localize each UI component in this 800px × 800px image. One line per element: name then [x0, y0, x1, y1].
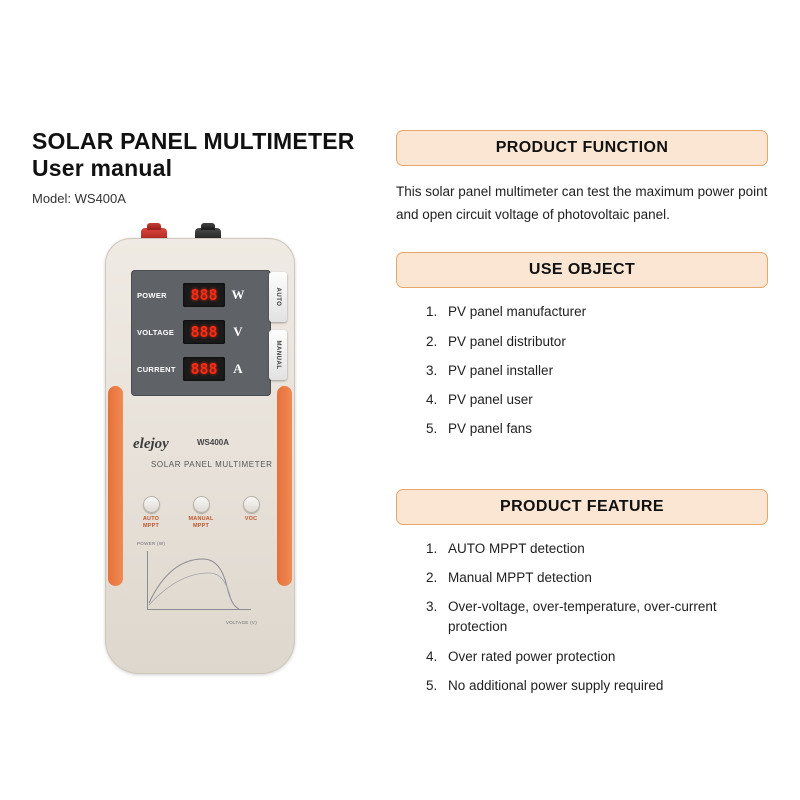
list-item: AUTO MPPT detection [448, 540, 585, 556]
auto-mode-label: AUTO [275, 287, 281, 307]
auto-mppt-button-circle [143, 496, 160, 513]
model-line: Model: WS400A [32, 191, 126, 207]
manual-mode-button [269, 330, 287, 380]
display-unit-power: W [231, 287, 245, 302]
page-title [32, 128, 372, 182]
manual-mppt-button-circle [193, 496, 210, 513]
section-title-use-object: USE OBJECT [528, 261, 636, 279]
manual-mode-label: MANUAL [275, 340, 281, 370]
display-label-voltage: VOLTAGE [137, 327, 175, 337]
list-item: Over rated power protection [448, 648, 616, 664]
device-model-label: WS400A [197, 438, 230, 447]
device-body [105, 238, 295, 674]
list-item: Manual MPPT detection [448, 569, 592, 585]
graph-x-label: VOLTAGE (V) [225, 620, 257, 625]
voc-button [231, 496, 271, 523]
display-unit-current: A [233, 361, 243, 376]
section-title-product-feature: PRODUCT FEATURE [500, 497, 664, 515]
page-title-line1: SOLAR PANEL MULTIMETER [32, 128, 355, 154]
display-unit-voltage: V [233, 324, 243, 339]
iv-curve-graphic [137, 541, 259, 625]
display-row-current [135, 352, 267, 386]
device-grip-left [108, 386, 123, 586]
list-item: PV panel installer [448, 362, 554, 378]
product-feature-list [396, 539, 768, 706]
list-item: No additional power supply required [448, 677, 664, 693]
device-subtitle: SOLAR PANEL MULTIMETER [151, 460, 273, 469]
manual-mppt-label-line1: MANUAL [188, 516, 214, 522]
list-item: PV panel distributor [448, 333, 566, 349]
product-image [95, 228, 305, 678]
graph-curve-icon [139, 543, 259, 617]
auto-mppt-button [131, 496, 171, 530]
voc-button-circle [243, 496, 260, 513]
device-display-panel [131, 270, 271, 396]
graph-y-label: POWER (W) [137, 541, 166, 546]
list-item: PV panel manufacturer [448, 304, 587, 320]
section-title-product-function: PRODUCT FUNCTION [495, 139, 669, 156]
display-value-current: 888 [183, 357, 225, 381]
list-item: PV panel fans [448, 421, 533, 437]
display-label-power: POWER [137, 290, 167, 300]
brand-logo: elejoy [133, 436, 169, 452]
manual-mppt-label-line2: MPPT [192, 522, 210, 529]
display-row-voltage [135, 315, 267, 349]
auto-mode-button [269, 272, 287, 322]
auto-mppt-label-line2: MPPT [142, 522, 160, 529]
content-column [396, 130, 768, 731]
use-object-list [396, 302, 768, 448]
display-row-power [135, 278, 267, 312]
device-grip-right [277, 386, 292, 586]
section-header-product-feature [396, 489, 768, 525]
manual-mppt-button [181, 496, 221, 530]
list-item: PV panel user [448, 392, 533, 408]
page-title-line2: User manual [32, 155, 173, 182]
section-header-product-function [396, 130, 768, 166]
display-label-current: CURRENT [137, 364, 176, 374]
section-header-use-object [396, 252, 768, 288]
display-value-voltage: 888 [183, 320, 225, 344]
voc-label: VOC [244, 516, 258, 522]
auto-mppt-label-line1: AUTO [142, 516, 160, 522]
product-function-body: This solar panel multimeter can test the maximum power point and open circuit voltage of photovoltaic panel. [396, 184, 768, 223]
document-header [32, 128, 372, 206]
display-value-power: 888 [183, 283, 225, 307]
list-item: Over-voltage, over-temperature, over-current protection [448, 599, 717, 635]
